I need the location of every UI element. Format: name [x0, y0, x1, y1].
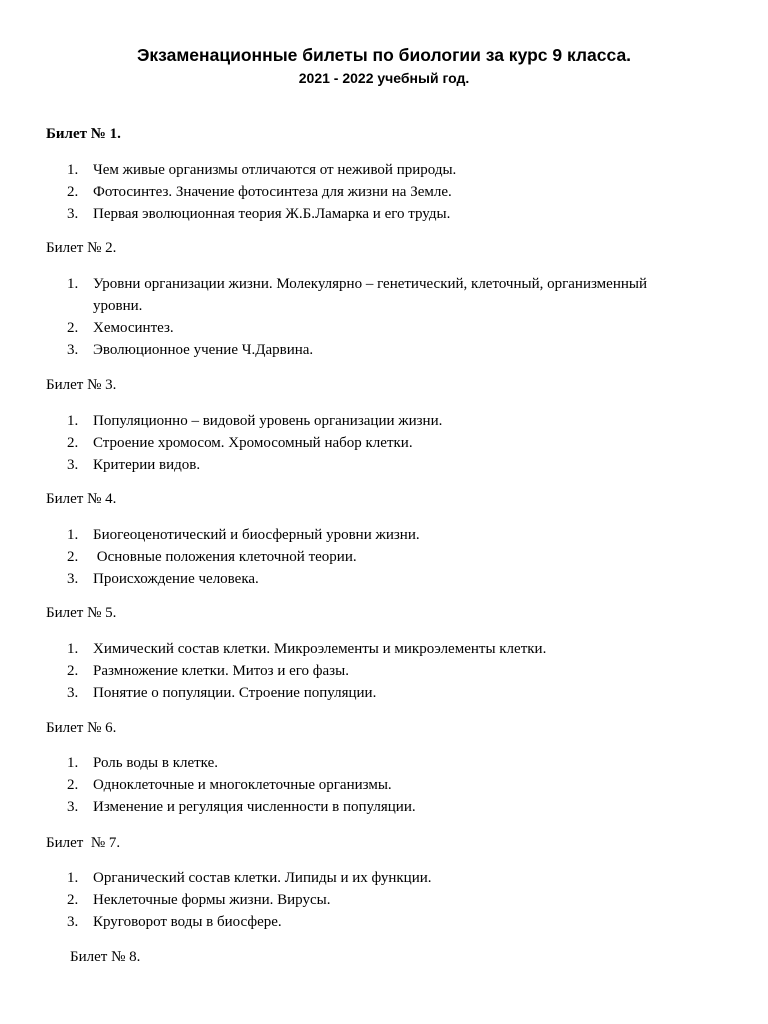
- document-title: Экзаменационные билеты по биологии за курс 9 класса.: [136, 45, 632, 65]
- question-number: 2.: [67, 435, 79, 451]
- question-number: 3.: [67, 342, 79, 358]
- question-text: Неклеточные формы жизни. Вирусы.: [93, 892, 331, 908]
- question-list: [0, 524, 768, 590]
- question-number: 1.: [67, 527, 79, 543]
- question-number: 2.: [67, 320, 79, 336]
- question-number: 3.: [67, 799, 79, 815]
- ticket-heading: Билет № 8.: [70, 949, 141, 965]
- question-item: [0, 752, 768, 774]
- question-item: [0, 867, 768, 889]
- question-item: [0, 454, 768, 476]
- question-item: [0, 159, 768, 181]
- document-subtitle: 2021 - 2022 учебный год.: [298, 70, 470, 86]
- question-item: [0, 524, 768, 546]
- ticket-heading: Билет № 3.: [46, 377, 117, 393]
- question-item: [0, 796, 768, 818]
- question-item: [0, 410, 768, 432]
- question-item: [0, 638, 768, 660]
- question-number: 1.: [67, 162, 79, 178]
- question-number: 3.: [67, 914, 79, 930]
- question-number: 3.: [67, 685, 79, 701]
- ticket-heading: Билет № 5.: [46, 605, 117, 621]
- question-list: [0, 273, 768, 361]
- question-number: 1.: [67, 641, 79, 657]
- question-number: 1.: [67, 870, 79, 886]
- question-list: [0, 638, 768, 704]
- question-number: 1.: [67, 413, 79, 429]
- question-list: [0, 752, 768, 818]
- question-text: Понятие о популяции. Строение популяции.: [93, 685, 377, 701]
- question-number: 2.: [67, 663, 79, 679]
- question-item: [0, 889, 768, 911]
- question-text: Фотосинтез. Значение фотосинтеза для жизни на Земле.: [93, 184, 452, 200]
- question-item: [0, 546, 768, 568]
- question-list: [0, 867, 768, 933]
- question-number: 1.: [67, 276, 79, 292]
- question-text: Одноклеточные и многоклеточные организмы.: [93, 777, 392, 793]
- ticket-heading: Билет № 6.: [46, 720, 117, 736]
- ticket-heading: Билет № 1.: [46, 126, 121, 142]
- question-item: [0, 339, 768, 361]
- question-text: Круговорот воды в биосфере.: [93, 914, 282, 930]
- question-text: Критерии видов.: [93, 457, 201, 473]
- question-number: 1.: [67, 755, 79, 771]
- question-item: [0, 682, 768, 704]
- question-text: Хемосинтез.: [93, 320, 174, 336]
- question-list: [0, 410, 768, 476]
- question-number: 3.: [67, 571, 79, 587]
- question-text: Роль воды в клетке.: [93, 755, 218, 771]
- question-text: Уровни организации жизни. Молекулярно – генетический, клеточный, организменный уровни.: [93, 276, 647, 314]
- question-text: Строение хромосом. Хромосомный набор клетки.: [93, 435, 413, 451]
- question-text: Органический состав клетки. Липиды и их функции.: [93, 870, 432, 886]
- question-text: Химический состав клетки. Микроэлементы и микроэлементы клетки.: [93, 641, 547, 657]
- question-number: 2.: [67, 892, 79, 908]
- question-number: 2.: [67, 777, 79, 793]
- ticket-heading: Билет № 2.: [46, 240, 117, 256]
- question-item: [0, 911, 768, 933]
- question-item: [0, 317, 768, 339]
- question-text: Изменение и регуляция численности в популяции.: [93, 799, 416, 815]
- question-text: Основные положения клеточной теории.: [93, 549, 357, 565]
- question-item: [0, 774, 768, 796]
- question-item: [0, 660, 768, 682]
- question-number: 3.: [67, 206, 79, 222]
- question-number: 3.: [67, 457, 79, 473]
- question-item: [0, 273, 768, 317]
- question-text: Чем живые организмы отличаются от неживой природы.: [93, 162, 457, 178]
- question-text: Биогеоценотический и биосферный уровни жизни.: [93, 527, 420, 543]
- ticket-heading: Билет № 7.: [46, 835, 121, 851]
- question-list: [0, 159, 768, 225]
- question-text: Популяционно – видовой уровень организации жизни.: [93, 413, 443, 429]
- question-item: [0, 181, 768, 203]
- question-number: 2.: [67, 184, 79, 200]
- question-number: 2.: [67, 549, 79, 565]
- ticket-heading: Билет № 4.: [46, 491, 117, 507]
- question-item: [0, 432, 768, 454]
- question-text: Первая эволюционная теория Ж.Б.Ламарка и его труды.: [93, 206, 451, 222]
- question-item: [0, 203, 768, 225]
- question-text: Размножение клетки. Митоз и его фазы.: [93, 663, 349, 679]
- question-item: [0, 568, 768, 590]
- question-text: Эволюционное учение Ч.Дарвина.: [93, 342, 314, 358]
- question-text: Происхождение человека.: [93, 571, 259, 587]
